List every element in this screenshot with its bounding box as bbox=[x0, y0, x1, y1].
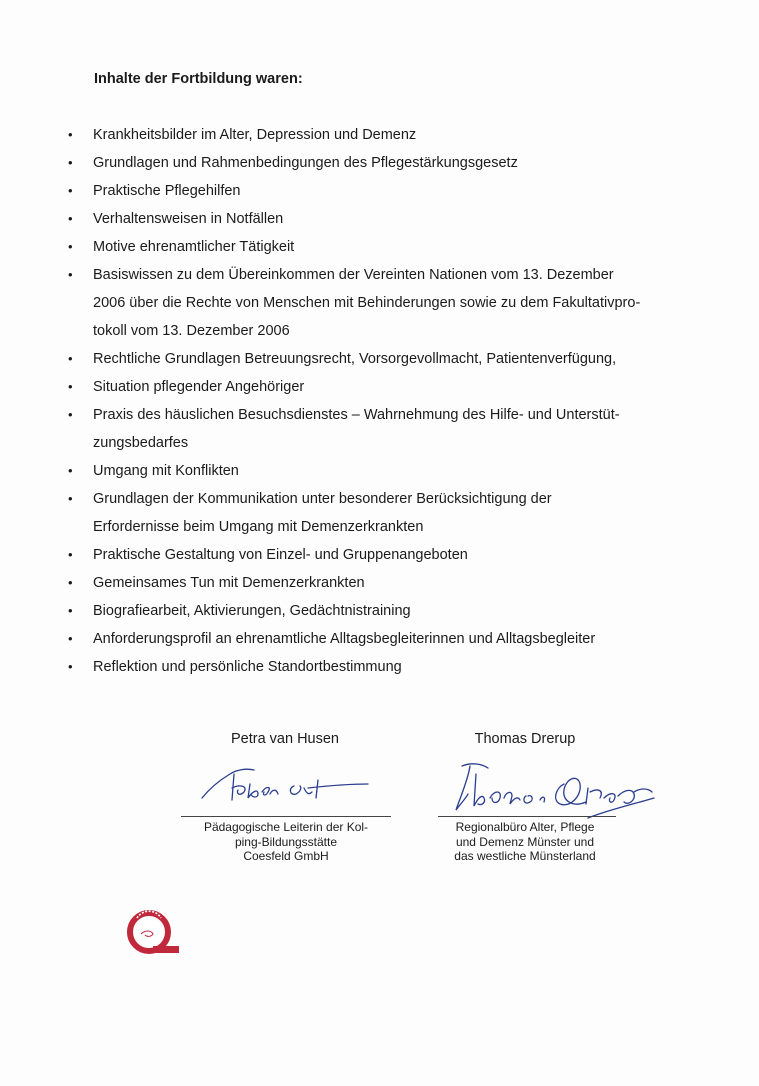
bullet-icon: • bbox=[68, 351, 73, 366]
bullet-icon: • bbox=[68, 155, 73, 170]
topic-text-line: Reflektion und persönliche Standortbestimmung bbox=[93, 659, 402, 675]
topic-text-line: 2006 über die Rechte von Menschen mit Behinderungen sowie zu dem Fakultativpro- bbox=[93, 295, 641, 311]
topic-list-item bbox=[68, 541, 688, 569]
topic-list-item bbox=[68, 373, 688, 401]
topic-text-line: Verhaltensweisen in Notfällen bbox=[93, 211, 284, 227]
topic-text-line: Basiswissen zu dem Übereinkommen der Vereinten Nationen vom 13. Dezember bbox=[93, 267, 614, 283]
topic-text-line: Grundlagen und Rahmenbedingungen des Pflegestärkungsgesetz bbox=[93, 155, 518, 171]
signatory-title-line: das westliche Münsterland bbox=[454, 849, 596, 863]
bullet-icon: • bbox=[68, 575, 73, 590]
topic-text-line: zungsbedarfes bbox=[93, 435, 189, 451]
signature-line-left bbox=[181, 816, 391, 817]
bullet-icon: • bbox=[68, 491, 73, 506]
topic-text-line: Erfordernisse beim Umgang mit Demenzerkrankten bbox=[93, 519, 424, 535]
topic-text-line: Praxis des häuslichen Besuchsdienstes – Wahrnehmung des Hilfe- und Unterstüt- bbox=[93, 407, 620, 423]
signature-line-right bbox=[438, 816, 616, 817]
signatory-title-line: ping-Bildungsstätte bbox=[234, 834, 338, 849]
signatory-title-left bbox=[181, 820, 391, 864]
topic-text-line: Umgang mit Konflikten bbox=[93, 463, 239, 479]
bullet-icon: • bbox=[68, 463, 73, 478]
topic-list-item bbox=[68, 457, 688, 485]
topic-list-item bbox=[68, 569, 688, 597]
section-heading: Inhalte der Fortbildung waren: bbox=[94, 71, 303, 87]
topic-list-item bbox=[68, 485, 688, 541]
signatory-title-right bbox=[436, 820, 614, 864]
certification-seal-logo bbox=[127, 908, 181, 956]
signatory-title-line: Coesfeld GmbH bbox=[243, 849, 329, 863]
topic-text-line: Rechtliche Grundlagen Betreuungsrecht, Vorsorgevollmacht, Patientenverfügung, bbox=[93, 351, 617, 367]
topic-list-item bbox=[68, 597, 688, 625]
topic-text-line: tokoll vom 13. Dezember 2006 bbox=[93, 323, 290, 339]
topic-list-item bbox=[68, 345, 688, 373]
topic-list-item bbox=[68, 177, 688, 205]
signatory-title-line: Pädagogische Leiterin der Kol- bbox=[203, 820, 369, 834]
topic-list-item bbox=[68, 653, 688, 681]
topic-list-item bbox=[68, 625, 688, 653]
topic-list-item bbox=[68, 401, 688, 457]
bullet-icon: • bbox=[68, 267, 73, 282]
bullet-icon: • bbox=[68, 547, 73, 562]
bullet-icon: • bbox=[68, 659, 73, 674]
topic-text-line: Grundlagen der Kommunikation unter besonderer Berücksichtigung der bbox=[93, 491, 552, 507]
bullet-icon: • bbox=[68, 127, 73, 142]
bullet-icon: • bbox=[68, 631, 73, 646]
topic-text-line: Anforderungsprofil an ehrenamtliche Alltagsbegleiterinnen und Alltagsbegleiter bbox=[93, 631, 596, 647]
topic-text-line: Praktische Gestaltung von Einzel- und Gruppenangeboten bbox=[93, 547, 468, 563]
topic-text-line: Gemeinsames Tun mit Demenzerkrankten bbox=[93, 575, 365, 591]
topic-list-item bbox=[68, 149, 688, 177]
signatory-name-right: Thomas Drerup bbox=[474, 731, 576, 747]
bullet-icon: • bbox=[68, 379, 73, 394]
topic-text-line: Praktische Pflegehilfen bbox=[93, 183, 241, 199]
topic-text-line: Situation pflegender Angehöriger bbox=[93, 379, 305, 395]
bullet-icon: • bbox=[68, 407, 73, 422]
topic-text-line: Biografiearbeit, Aktivierungen, Gedächtnistraining bbox=[93, 603, 411, 619]
topic-text-line: Krankheitsbilder im Alter, Depression und Demenz bbox=[93, 127, 417, 143]
topic-list-item bbox=[68, 233, 688, 261]
bullet-icon: • bbox=[68, 239, 73, 254]
bullet-icon: • bbox=[68, 183, 73, 198]
topic-list-item bbox=[68, 205, 688, 233]
signatory-title-line: Regionalbüro Alter, Pflege bbox=[455, 820, 595, 834]
topic-list-item bbox=[68, 121, 688, 149]
signatory-name-left: Petra van Husen bbox=[230, 731, 339, 747]
handwritten-signature-left bbox=[196, 758, 376, 806]
signatory-title-line: und Demenz Münster und bbox=[455, 834, 595, 849]
topic-list bbox=[68, 121, 688, 681]
topic-list-item bbox=[68, 261, 688, 345]
bullet-icon: • bbox=[68, 211, 73, 226]
bullet-icon: • bbox=[68, 603, 73, 618]
topic-text-line: Motive ehrenamtlicher Tätigkeit bbox=[93, 239, 295, 255]
